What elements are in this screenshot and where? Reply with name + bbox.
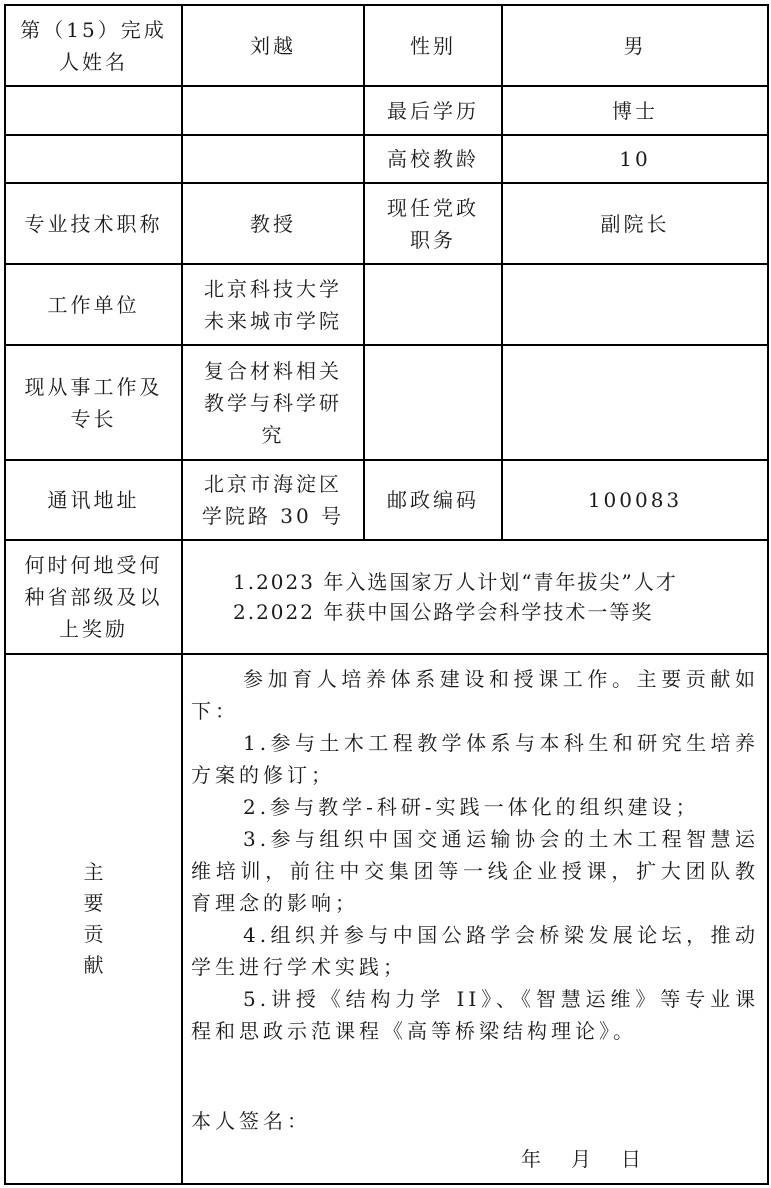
row-contributions bbox=[5, 654, 768, 1184]
expertise-line-2: 教学与科学研 bbox=[204, 390, 342, 415]
contributions-label-char: 要 bbox=[83, 891, 104, 915]
address-line-1: 北京市海淀区 bbox=[203, 472, 342, 496]
education-label-cell bbox=[364, 86, 502, 135]
awards-label-line-3: 上奖励 bbox=[59, 617, 128, 641]
contributions-label-cell bbox=[5, 654, 182, 1184]
date-year: 年 bbox=[521, 1147, 541, 1171]
work-unit-value-cell bbox=[182, 264, 364, 345]
postcode-value-cell bbox=[502, 460, 768, 540]
expertise-label-line-1: 现从事工作及 bbox=[24, 374, 163, 399]
row-work-unit bbox=[5, 264, 768, 345]
empty-cell bbox=[364, 345, 502, 460]
position-label-cell bbox=[364, 183, 502, 264]
awards-value-cell bbox=[182, 540, 768, 654]
row-name-gender bbox=[5, 5, 768, 86]
contribution-item-4: 4.组织并参与中国公路学会桥梁发展论坛，推动学生进行学术实践； bbox=[191, 923, 759, 979]
position-label-line-1: 现任党政 bbox=[387, 195, 479, 220]
row-address bbox=[5, 460, 768, 540]
teaching-years-label-cell bbox=[364, 135, 502, 183]
title-label-cell bbox=[5, 183, 182, 264]
contribution-item-5: 5.讲授《结构力学 II》、《智慧运维》等专业课程和思政示范课程《高等桥梁结构理论》。 bbox=[191, 987, 759, 1043]
address-label: 通讯地址 bbox=[47, 488, 140, 512]
contributions-label bbox=[84, 857, 104, 981]
address-line-2: 学院路 30 号 bbox=[201, 504, 345, 528]
education-label: 最后学历 bbox=[387, 98, 479, 123]
date-month: 月 bbox=[571, 1147, 591, 1171]
award-item-1: 1.2023 年入选国家万人计划“青年拔尖”人才 bbox=[233, 570, 678, 594]
row-education bbox=[5, 86, 768, 135]
teaching-years-label: 高校教龄 bbox=[387, 147, 479, 171]
award-item-2: 2.2022 年获中国公路学会科学技术一等奖 bbox=[233, 600, 654, 624]
position-value: 副院长 bbox=[600, 211, 670, 236]
teaching-years-value: 10 bbox=[619, 147, 651, 171]
date-day: 日 bbox=[621, 1147, 641, 1171]
awards-label-line-1: 何时何地受何 bbox=[24, 553, 163, 577]
expertise-value-cell bbox=[182, 345, 364, 460]
signature-label: 本人签名： bbox=[191, 1109, 311, 1133]
row-awards bbox=[5, 540, 768, 654]
name-value-cell bbox=[182, 5, 364, 86]
postcode-label: 邮政编码 bbox=[387, 488, 479, 512]
expertise-label-line-2: 专长 bbox=[70, 406, 117, 431]
row-expertise bbox=[5, 345, 768, 460]
gender-value-cell bbox=[502, 5, 768, 86]
contributions-intro: 参加育人培养体系建设和授课工作。主要贡献如下： bbox=[191, 667, 759, 723]
contributions-label-char: 主 bbox=[83, 860, 104, 884]
work-unit-label: 工作单位 bbox=[47, 292, 140, 317]
title-value: 教授 bbox=[250, 211, 296, 236]
awards-label-cell bbox=[5, 540, 182, 654]
empty-cell bbox=[182, 135, 364, 183]
empty-cell bbox=[5, 86, 182, 135]
row-teaching-years bbox=[5, 135, 768, 183]
contribution-item-2: 2.参与教学-科研-实践一体化的组织建设； bbox=[243, 795, 700, 819]
contributions-label-char: 献 bbox=[83, 953, 104, 977]
position-value-cell bbox=[502, 183, 768, 264]
gender-label: 性别 bbox=[410, 33, 456, 58]
expertise-line-1: 复合材料相关 bbox=[204, 358, 342, 383]
contributions-value-cell bbox=[182, 654, 768, 1184]
title-label: 专业技术职称 bbox=[24, 211, 163, 236]
name-value: 刘越 bbox=[250, 33, 296, 58]
awards-label-line-2: 种省部级及以 bbox=[24, 585, 163, 609]
address-label-cell bbox=[5, 460, 182, 540]
empty-cell bbox=[364, 264, 502, 345]
contribution-item-3: 3.参与组织中国交通运输协会的土木工程智慧运维培训，前往中交集团等一线企业授课，扩大团队教育理念的影响； bbox=[191, 827, 759, 915]
row-title-position bbox=[5, 183, 768, 264]
name-label-cell bbox=[5, 5, 182, 86]
empty-cell bbox=[182, 86, 364, 135]
contributions-label-char: 贡 bbox=[83, 922, 104, 946]
postcode-value: 100083 bbox=[587, 488, 683, 512]
empty-cell bbox=[5, 135, 182, 183]
contribution-item-1: 1.参与土木工程教学体系与本科生和研究生培养方案的修订； bbox=[191, 731, 759, 787]
name-label-line-2: 人姓名 bbox=[58, 49, 128, 74]
name-label-line-1: 第（15）完成 bbox=[20, 17, 167, 42]
postcode-label-cell bbox=[364, 460, 502, 540]
gender-value: 男 bbox=[623, 33, 647, 58]
awardee-info-form bbox=[4, 4, 769, 1185]
position-label-line-2: 职务 bbox=[410, 227, 456, 252]
teaching-years-value-cell bbox=[502, 135, 768, 183]
work-unit-line-1: 北京科技大学 bbox=[204, 276, 342, 301]
expertise-line-3: 究 bbox=[261, 422, 285, 447]
address-value-cell bbox=[182, 460, 364, 540]
title-value-cell bbox=[182, 183, 364, 264]
expertise-label-cell bbox=[5, 345, 182, 460]
gender-label-cell bbox=[364, 5, 502, 86]
education-value-cell bbox=[502, 86, 768, 135]
work-unit-label-cell bbox=[5, 264, 182, 345]
empty-cell bbox=[502, 345, 768, 460]
signature-date bbox=[191, 1143, 759, 1175]
empty-cell bbox=[502, 264, 768, 345]
education-value: 博士 bbox=[612, 98, 658, 123]
work-unit-line-2: 未来城市学院 bbox=[204, 308, 342, 333]
